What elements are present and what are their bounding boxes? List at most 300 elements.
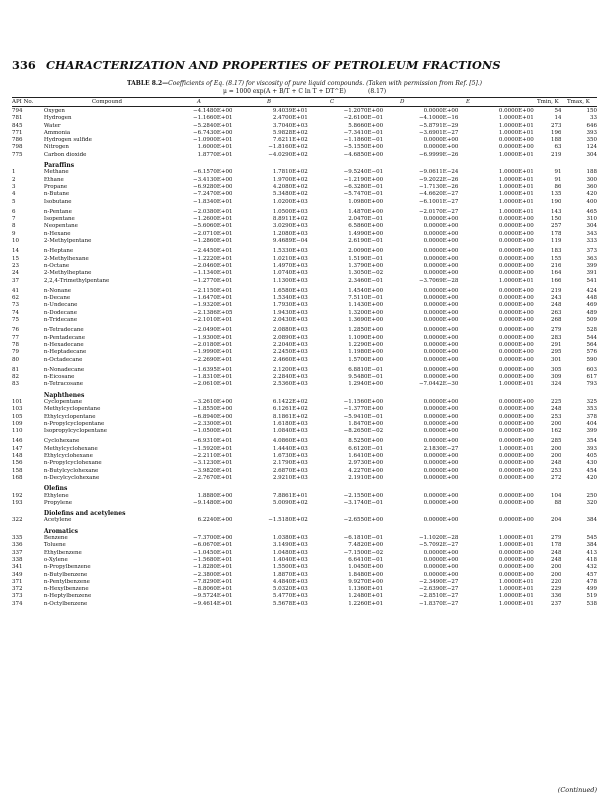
coef-a: −5.2840E+01 [192,122,233,129]
api-number: 110 [12,428,23,435]
coef-a: −1.2220E+01 [192,255,233,262]
coef-b: 1.4970E+03 [272,262,308,269]
compound-name: n-Heptane [43,248,74,255]
api-number: 103 [12,406,23,413]
coef-d: 0.0000E+00 [423,564,459,571]
t-min: 283 [550,334,562,341]
t-min: 219 [550,151,562,158]
table-row [12,184,597,191]
coef-e: 0.0000E+00 [498,309,534,316]
coef-d: 0.0000E+00 [423,262,459,269]
t-max: 300 [586,176,597,183]
t-max: 420 [586,191,597,198]
compound-name: n-Heptadecane [43,349,87,356]
api-number: 15 [12,255,19,262]
api-number: 374 [12,600,23,607]
t-max: 150 [586,108,597,114]
coef-a: −2.1386E+05 [192,309,233,316]
coef-e: 0.0000E+00 [498,492,534,499]
coef-b: 3.0290E+03 [272,223,308,230]
coef-b: 1.0840E+03 [272,428,308,435]
t-min: 220 [550,578,562,585]
coef-c: 1.0450E+00 [348,564,384,571]
api-number: 77 [12,334,19,341]
coef-a: −1.0900E+01 [192,137,233,144]
compound-name: Isopentane [43,216,75,223]
t-min: 200 [550,453,562,460]
coef-b: 4.4840E+03 [272,578,308,585]
coef-c: 1.2850E+00 [348,327,384,334]
compound-name: 2-Methylheptane [43,270,92,277]
column-header: E [466,99,471,105]
coef-e: 0.0000E+00 [498,349,534,356]
coef-a: −1.9320E+01 [192,302,233,309]
coef-c: 1.4540E+00 [348,287,384,294]
t-max: 469 [586,302,597,309]
coef-a: −2.0490E+01 [192,327,233,334]
t-min: 162 [550,428,562,435]
api-number: 14 [12,248,19,255]
coef-e: 1.0000E+01 [498,586,534,593]
coef-b: 5.3480E+02 [272,191,308,198]
coef-a: −3.4130E+00 [192,176,233,183]
api-number: 3 [12,183,16,190]
coef-b: 2.0880E+03 [272,327,308,334]
t-min: 200 [550,564,562,571]
t-max: 354 [586,438,597,445]
table-row [12,223,597,230]
coef-b: 5.4770E+03 [272,593,308,600]
coef-e: 1.0000E+01 [498,381,534,388]
coef-a: −9.4614E+01 [192,600,233,607]
compound-name: n-Hexane [43,230,71,237]
t-min: 104 [550,492,562,499]
table-row [12,115,597,122]
coef-e: 0.0000E+00 [498,255,534,262]
t-min: 178 [550,230,562,237]
coef-b: 4.0860E+03 [272,438,308,445]
coef-d: 0.0000E+00 [423,499,459,506]
t-min: 291 [550,341,562,348]
coef-c: 5.8660E+00 [348,122,384,129]
compound-name: Isopropylcyclopentane [43,428,108,435]
coef-a: −1.2860E+01 [192,238,233,245]
t-max: 350 [586,137,597,144]
table-row [12,278,597,285]
api-number: 62 [12,295,19,302]
table-row [12,270,597,277]
t-max: 393 [586,445,597,452]
api-number: 335 [12,535,23,542]
coef-b: −1.8160E+02 [268,144,308,151]
api-number: 37 [12,277,19,284]
table-row [12,468,597,475]
t-max: 384 [586,542,597,549]
table-row [12,335,597,342]
api-number: 781 [12,115,23,122]
coef-e: 0.0000E+00 [498,499,534,506]
t-max: 454 [586,467,597,474]
column-header: A [197,99,201,105]
coef-e: 1.0000E+01 [498,176,534,183]
coef-e: 0.0000E+00 [498,223,534,230]
table-body [12,108,597,608]
coef-a: −1.5680E+01 [192,556,233,563]
api-number: 79 [12,349,19,356]
compound-name: Hydrogen sulfide [43,137,92,144]
coef-e: 1.0000E+01 [498,277,534,284]
t-min: 14 [554,115,562,122]
table-row [12,108,597,115]
coef-e: 0.0000E+00 [498,216,534,223]
coef-c: 6.8810E−01 [348,366,384,373]
coef-b: 1.4040E+03 [272,556,308,563]
coef-d: 0.0000E+00 [423,270,459,277]
coef-c: 8.5250E+00 [348,438,384,445]
api-number: 192 [12,492,23,499]
coef-e: 0.0000E+00 [498,295,534,302]
t-max: 499 [586,586,597,593]
coef-a: 1.8770E+01 [197,151,233,158]
column-header: Tmin, K [537,99,559,105]
table-row [12,517,597,524]
coef-a: 6.2240E+00 [197,517,233,524]
coef-e: 0.0000E+00 [498,341,534,348]
coef-c: −1.2190E+00 [343,176,384,183]
coef-d: 0.0000E+00 [423,287,459,294]
table-caption-text: Coefficients of Eq. (8.17) for viscosity of pure liquid compounds. (Taken with permission from Ref. [5].) [168,80,483,87]
compound-name: n-Tridecane [43,317,78,324]
table-row [12,317,597,324]
coef-c: 1.1360E+01 [348,586,384,593]
table-row [12,586,597,593]
table-row [12,137,597,144]
t-max: 404 [586,420,597,427]
coef-d: 0.0000E+00 [423,317,459,324]
compound-name: 2,2,4-Trimethylpentane [43,277,110,284]
coef-d: −1.1020E−28 [418,535,459,542]
compound-name: n-Octadecane [43,356,83,363]
coef-d: 0.0000E+00 [423,492,459,499]
coef-d: −9.2022E−26 [418,176,459,183]
api-number: 168 [12,474,23,481]
api-number: 322 [12,517,23,524]
t-max: 617 [586,374,597,381]
coef-b: 7.6211E+02 [272,137,308,144]
coef-e: 0.0000E+00 [498,517,534,524]
compound-name: n-Propylcyclohexane [43,460,102,467]
coef-d: −4.1000E−16 [418,115,459,122]
t-max: 250 [586,492,597,499]
coef-e: 1.0000E+01 [498,208,534,215]
t-max: 413 [586,549,597,556]
t-max: 188 [586,169,597,176]
api-number: 105 [12,413,23,420]
t-min: 216 [550,262,562,269]
coef-e: 0.0000E+00 [498,571,534,578]
coef-c: −9.5240E−01 [343,169,384,176]
table-header-rule [12,106,597,107]
api-number: 372 [12,586,23,593]
compound-name: Water [43,122,61,129]
compound-name: n-Heptylbenzene [43,593,92,600]
coef-b: 9.4039E+01 [272,108,308,114]
compound-name: Ethylene [43,492,69,499]
coef-c: 7.5110E−01 [348,295,384,302]
t-min: 188 [550,137,562,144]
coef-c: 6.6120E−01 [348,445,384,452]
coef-c: −7.3410E−01 [343,129,384,136]
coef-e: 0.0000E+00 [498,474,534,481]
coef-a: −6.9310E+01 [192,438,233,445]
coef-d: −1.7130E−26 [418,183,459,190]
coef-e: 0.0000E+00 [498,238,534,245]
coef-e: 1.0000E+01 [498,191,534,198]
coef-b: 1.6580E+03 [272,287,308,294]
coef-d: 0.0000E+00 [423,349,459,356]
t-max: 304 [586,151,597,158]
api-number: 7 [12,216,16,223]
coef-a: −3.2610E+00 [192,398,233,405]
compound-name: n-Eicosane [43,374,75,381]
coef-c: 1.5190E−01 [348,255,384,262]
compound-name: n-Pentane [43,208,72,215]
t-min: 279 [550,535,562,542]
coef-a: −9.1480E+00 [192,499,233,506]
t-max: 400 [586,198,597,205]
page-number: 336 [12,58,36,72]
coef-a: −4.1480E+00 [192,108,233,114]
coef-d: 0.0000E+00 [423,302,459,309]
coef-c: 1.4990E+00 [348,230,384,237]
compound-name: n-Dodecane [43,309,77,316]
t-min: 225 [550,398,562,405]
t-min: 243 [550,295,562,302]
table-row [12,327,597,334]
api-number: 337 [12,549,23,556]
table-row [12,493,597,500]
coef-a: −1.6395E+01 [192,366,233,373]
table-label: TABLE 8.2— [126,80,169,87]
coef-d: 0.0000E+00 [423,549,459,556]
section-heading: Diolefins and acetylenes [43,510,126,518]
t-min: 63 [554,144,562,151]
t-min: 309 [550,374,562,381]
coef-b: 5.5678E+03 [272,600,308,607]
table-row [12,256,597,263]
t-max: 528 [586,327,597,334]
coef-b: 2.0890E+03 [272,334,308,341]
t-max: 489 [586,309,597,316]
api-number: 771 [12,129,23,136]
coef-a: −6.1570E+00 [192,169,233,176]
coef-a: −2.1150E+01 [192,287,233,294]
section-heading-row [12,162,597,169]
coef-d: 0.0000E+00 [423,223,459,230]
coef-d: 0.0000E+00 [423,453,459,460]
compound-name: n-Tetradecane [43,327,84,334]
coef-a: −1.1340E+01 [192,270,233,277]
coef-c: −3.1740E−01 [343,499,384,506]
api-number: 2 [12,176,16,183]
coef-c: 1.1430E+00 [348,302,384,309]
coef-a: −2.2690E+01 [192,356,233,363]
table-row [12,381,597,388]
coef-e: 0.0000E+00 [498,549,534,556]
coef-d: −2.8510E−27 [418,593,459,600]
coef-d: 0.0000E+00 [423,108,459,114]
coef-c: 1.2480E+01 [348,593,384,600]
api-number: 158 [12,467,23,474]
coef-a: −1.0500E+01 [192,428,233,435]
coef-b: 1.8870E+03 [272,571,308,578]
compound-name: Oxygen [43,108,65,114]
coef-d: −9.0611E−24 [418,169,459,176]
compound-name: Methane [43,169,69,176]
coef-a: −2.3300E+01 [192,420,233,427]
table-row [12,209,597,216]
column-header: D [400,99,405,105]
t-max: 310 [586,216,597,223]
coef-d: 0.0000E+00 [423,356,459,363]
t-max: 124 [586,144,597,151]
table-top-rule [12,97,597,98]
api-number: 373 [12,593,23,600]
section-heading-row [12,528,597,535]
coef-e: 0.0000E+00 [498,262,534,269]
coefficient-table [12,108,597,608]
table-row [12,248,597,255]
coef-c: 1.5700E+00 [348,356,384,363]
t-max: 343 [586,230,597,237]
table-row [12,216,597,223]
compound-name: o-Xylene [43,556,68,563]
t-max: 430 [586,460,597,467]
compound-name: n-Octane [43,262,70,269]
coef-b: 8.1861E+02 [272,413,308,420]
compound-name: Hydrogen [43,115,72,122]
coef-c: 1.3790E+00 [348,262,384,269]
coef-d: 0.0000E+00 [423,248,459,255]
t-max: 576 [586,349,597,356]
t-min: 248 [550,460,562,467]
coef-e: 0.0000E+00 [498,248,534,255]
section-heading-row [12,485,597,492]
coef-d: 0.0000E+00 [423,398,459,405]
coef-b: 1.0500E+03 [272,208,308,215]
t-max: 418 [586,556,597,563]
table-row [12,231,597,238]
table-row [12,414,597,421]
coef-c: 1.2290E+00 [348,341,384,348]
api-number: 798 [12,144,23,151]
coef-b: 1.9700E+02 [272,176,308,183]
coef-b: 1.0380E+03 [272,535,308,542]
coef-d: −6.1001E−27 [418,198,459,205]
coef-a: −2.1010E+01 [192,317,233,324]
coef-c: 1.3200E+00 [348,309,384,316]
t-max: 405 [586,453,597,460]
t-min: 54 [554,108,562,114]
api-number: 23 [12,262,19,269]
t-max: 33 [590,115,597,122]
coef-a: −9.5724E+01 [192,593,233,600]
compound-name: 2-Methylhexane [43,255,89,262]
api-number: 147 [12,445,23,452]
coef-a: −7.2470E+00 [192,191,233,198]
api-number: 75 [12,317,19,324]
table-row [12,460,597,467]
coef-a: −2.7670E+01 [192,474,233,481]
compound-name: n-Undecane [43,302,78,309]
coef-c: −2.6550E+00 [343,517,384,524]
coef-e: 0.0000E+00 [498,556,534,563]
api-number: 786 [12,137,23,144]
coef-e: 0.0000E+00 [498,108,534,114]
t-min: 295 [550,349,562,356]
table-row [12,475,597,482]
coef-a: −6.0670E+01 [192,542,233,549]
coef-e: 0.0000E+00 [498,460,534,467]
coef-c: 6.6410E−01 [348,556,384,563]
coef-c: 1.1090E+00 [348,334,384,341]
coef-e: 0.0000E+00 [498,564,534,571]
coef-c: 4.2270E+00 [348,467,384,474]
compound-name: n-Butane [43,191,70,198]
coef-a: −3.1230E+01 [192,460,233,467]
coef-e: 0.0000E+00 [498,467,534,474]
api-number: 76 [12,327,19,334]
column-header: Tmax, K [567,99,590,105]
t-max: 541 [586,277,597,284]
coef-a: −7.3700E+00 [192,535,233,542]
coef-d: 0.0000E+00 [423,366,459,373]
coef-b: 1.7810E+02 [272,169,308,176]
coef-c: −1.1860E−01 [343,137,384,144]
compound-name: Propylene [43,499,72,506]
coef-c: −1.1560E+00 [343,398,384,405]
t-min: 204 [550,517,562,524]
coef-d: 0.0000E+00 [423,137,459,144]
compound-name: Ethane [43,176,64,183]
t-min: 143 [550,208,562,215]
coef-a: 1.6000E+01 [197,144,233,151]
coef-b: 4.2080E+02 [272,183,308,190]
t-max: 564 [586,341,597,348]
t-min: 253 [550,413,562,420]
compound-name: n-Butylcyclohexane [43,467,99,474]
coef-d: 0.0000E+00 [423,255,459,262]
coef-e: 0.0000E+00 [498,413,534,420]
t-min: 263 [550,309,562,316]
table-row [12,453,597,460]
coef-d: −3.7069E−28 [418,277,459,284]
coef-d: −2.3490E−27 [418,578,459,585]
coef-d: 0.0000E+00 [423,467,459,474]
coef-e: 0.0000E+00 [498,428,534,435]
table-row [12,295,597,302]
coef-a: −1.8340E+01 [192,198,233,205]
table-row [12,310,597,317]
api-number: 1 [12,169,16,176]
t-max: 320 [586,499,597,506]
t-min: 273 [550,122,562,129]
t-max: 304 [586,223,597,230]
coef-c: 2.3460E−01 [348,277,384,284]
coef-c: 7.4820E+00 [348,542,384,549]
table-row [12,438,597,445]
coef-b: −1.5180E+02 [268,517,308,524]
